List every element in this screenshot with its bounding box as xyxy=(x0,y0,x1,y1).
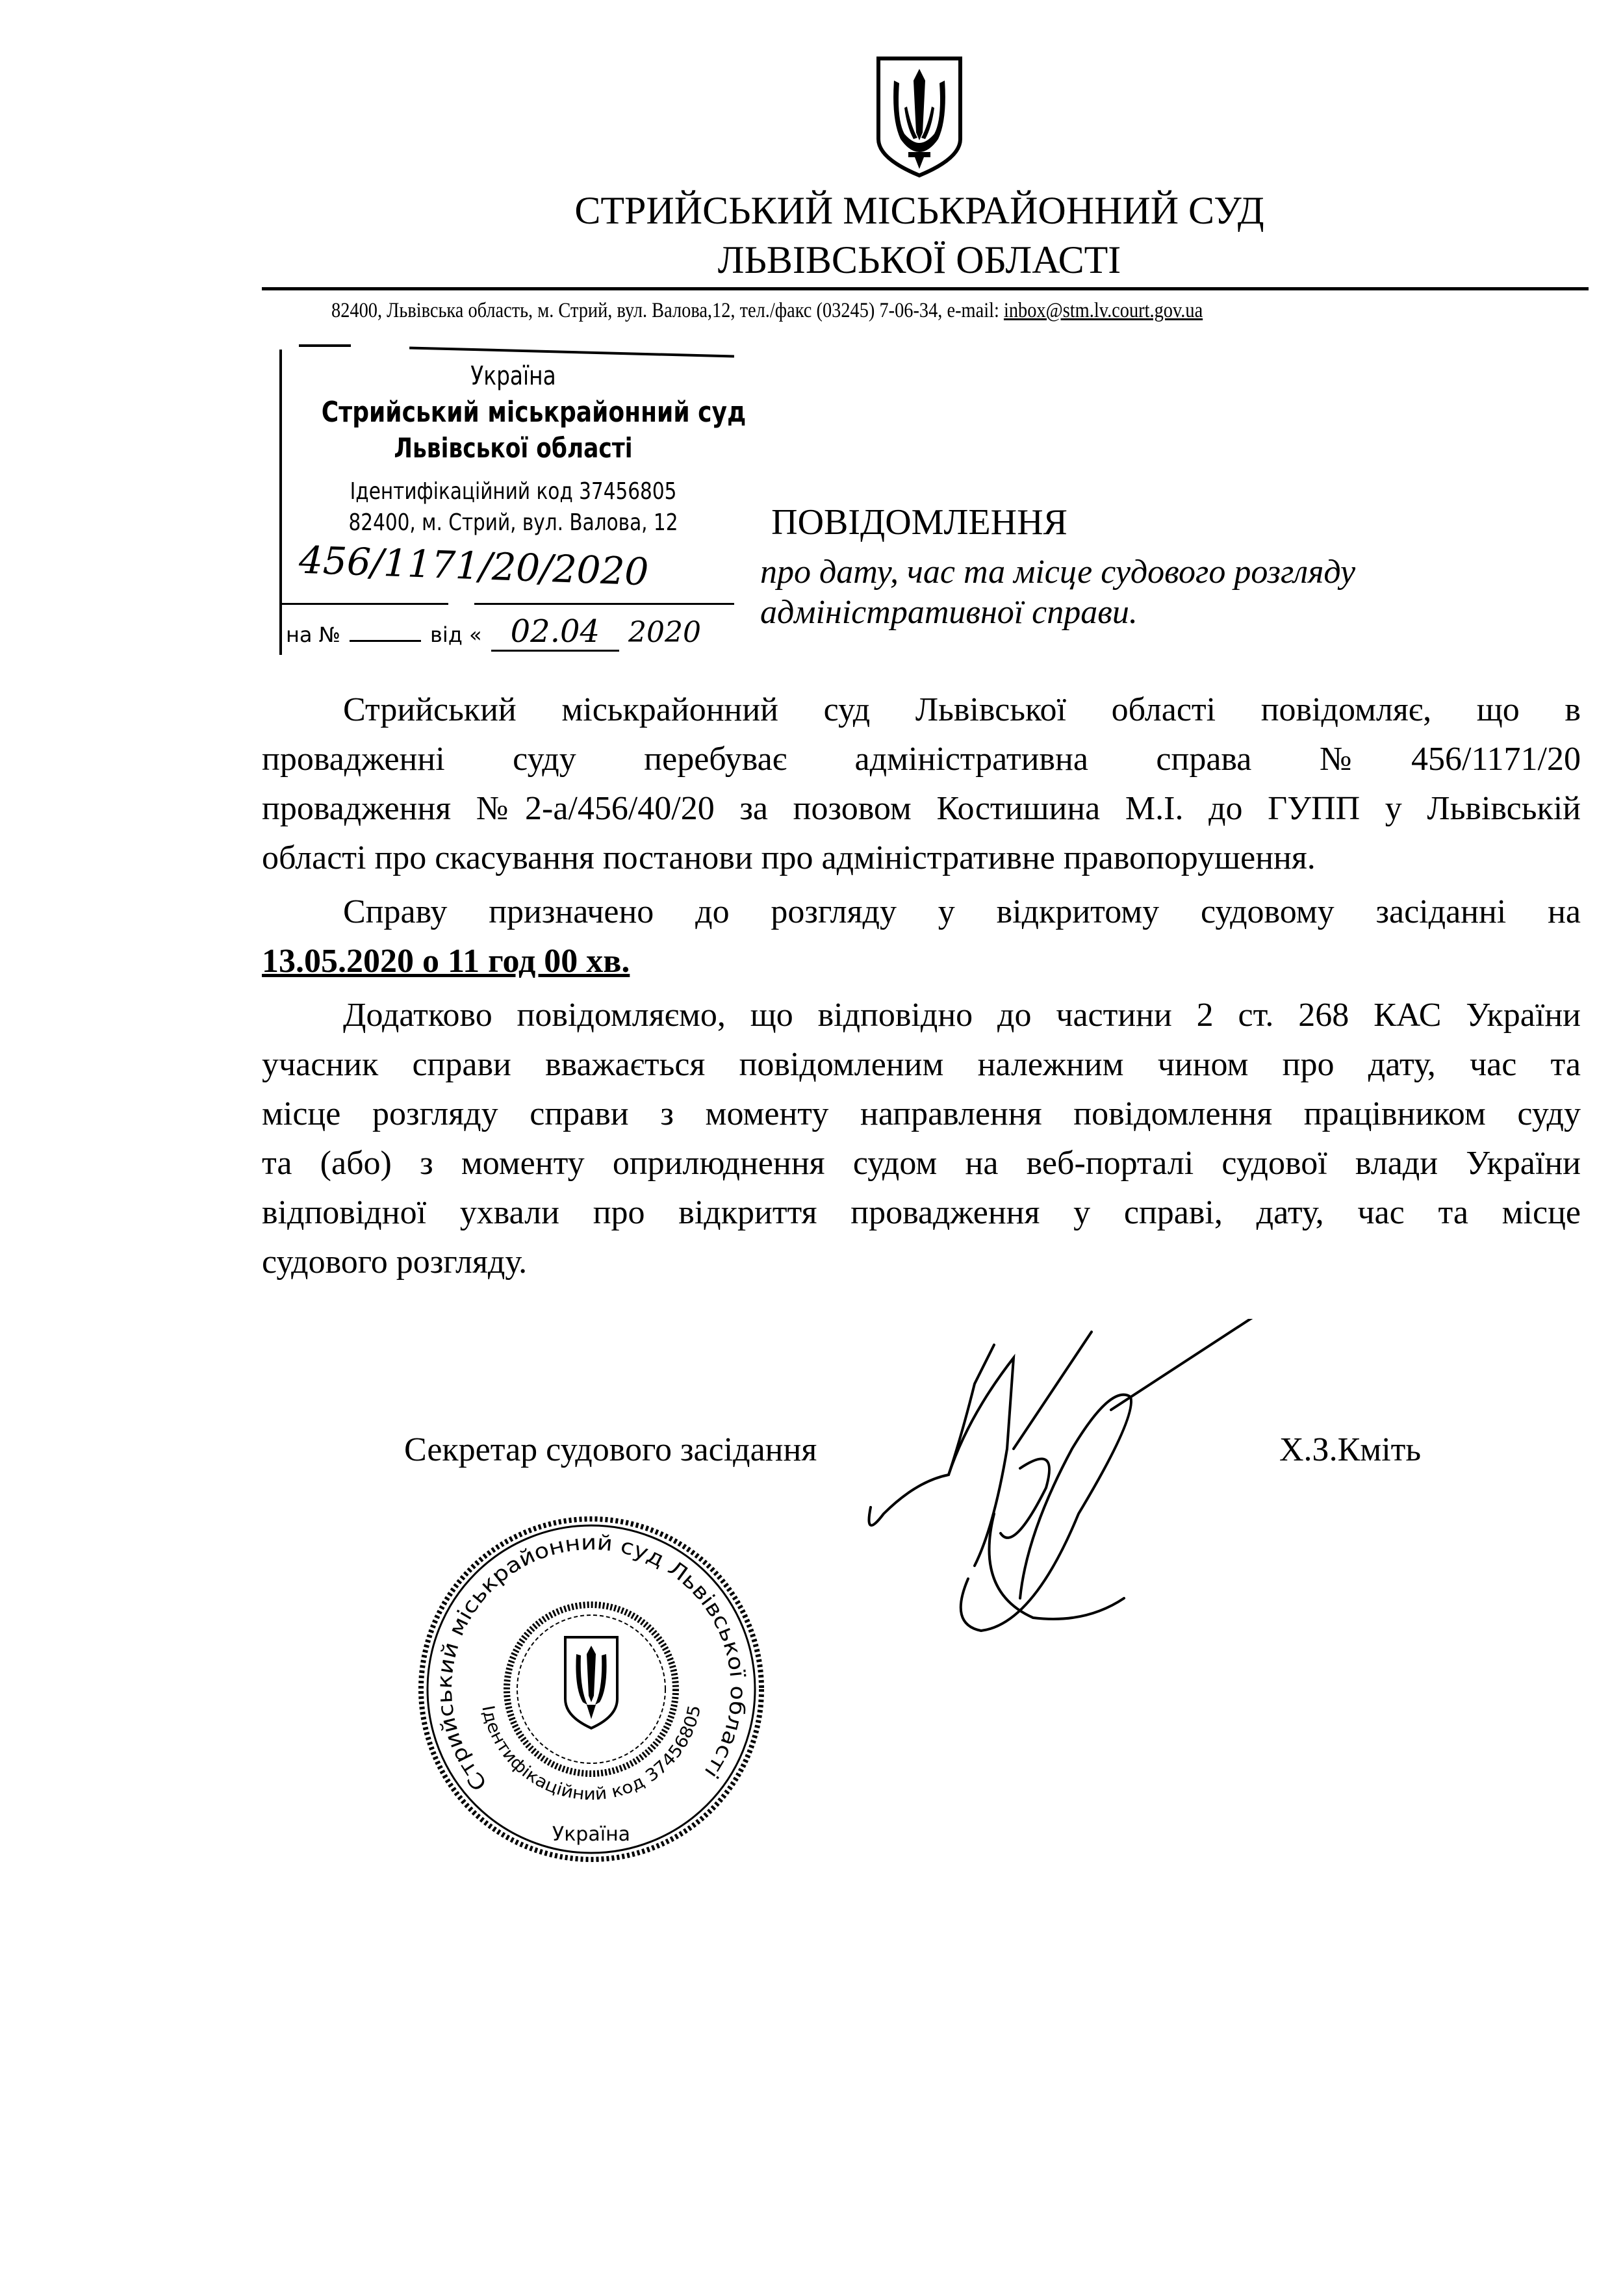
stamp-country: Україна xyxy=(470,361,556,391)
court-name-line1: СТРИЙСЬКИЙ МІСЬКРАЙОННИЙ СУД xyxy=(574,189,1264,232)
seal-bottom-text: Україна xyxy=(552,1823,631,1846)
seal-inner-text: Ідентифікаційний код 37456805 xyxy=(478,1703,705,1805)
text-line: області про скасування постанови про адміністративне правопорушення. xyxy=(262,839,1316,876)
text-line: та (або) з моменту оприлюднення судом на веб-порталі судової влади України xyxy=(262,1145,1581,1182)
text-line: Додатково повідомляємо, що відповідно до частини 2 ст. 268 КАС України xyxy=(343,997,1581,1034)
paragraph-case-info xyxy=(262,685,1581,883)
hearing-datetime: 13.05.2020 о 11 год 00 хв. xyxy=(262,943,630,980)
notice-subtitle: про дату, час та місце судового розгляду адміністративної справи. xyxy=(760,554,1356,631)
notice-heading: ПОВІДОМЛЕННЯ xyxy=(771,502,1067,542)
stamp-ref-label: на № xyxy=(286,622,340,647)
address-text: 82400, Львівська область, м. Стрий, вул. Валова,12, тел./факс (03245) 7-06-34, e-mail: xyxy=(331,299,1004,322)
stamp-border xyxy=(409,346,734,357)
text-line: Справу призначено до розгляду у відкритому судовому засіданні на xyxy=(343,893,1581,930)
stamp-region: Львівської області xyxy=(394,432,633,464)
text-line: провадження №2-а/456/40/20 за позовом Костишина М.І. до ГУПП у Львівській xyxy=(262,790,1581,827)
stamp-rule xyxy=(279,603,448,605)
stamp-address: 82400, м. Стрий, вул. Валова, 12 xyxy=(348,509,678,536)
court-address xyxy=(331,299,1203,323)
handwritten-outgoing-number: 456/1171/20/2020 xyxy=(298,537,650,594)
text-line: відповідної ухвали про відкриття провадження у справі, дату, час та місце xyxy=(262,1194,1581,1231)
court-name-line2: ЛЬВІВСЬКОЇ ОБЛАСТІ xyxy=(717,238,1121,281)
stamp-rule xyxy=(474,603,734,605)
email-link[interactable]: inbox@stm.lv.court.gov.ua xyxy=(1003,299,1203,322)
stamp-ref-blank xyxy=(350,640,421,642)
signer-name: Х.З.Кміть xyxy=(1279,1431,1422,1468)
stamp-year: 2020 xyxy=(628,616,702,649)
header-divider xyxy=(262,287,1589,290)
signer-position: Секретар судового засідання xyxy=(404,1431,817,1468)
handwritten-signature xyxy=(864,1319,1306,1644)
trident-emblem-icon xyxy=(875,55,964,178)
stamp-border xyxy=(299,344,351,347)
text-line: учасник справи вважається повідомленим належним чином про дату, час та xyxy=(262,1046,1581,1083)
handwritten-date: 02.04 xyxy=(491,614,619,652)
paragraph-hearing xyxy=(262,887,1581,986)
text-line: судового розгляду. xyxy=(262,1244,528,1281)
text-line: місце розгляду справи з моменту направлення повідомлення працівником суду xyxy=(262,1095,1581,1132)
text-line: Стрийський міськрайонний суд Львівської області повідомляє, що в xyxy=(343,691,1581,728)
text-line: провадженні суду перебуває адміністративна справа №456/1171/20 xyxy=(262,741,1581,778)
seal-outer-text: Стрийський міськрайонний суд Львівської області xyxy=(431,1529,751,1796)
stamp-id-code: Ідентифікаційний код 37456805 xyxy=(350,478,677,505)
court-seal xyxy=(416,1514,767,1865)
stamp-date-label: від « xyxy=(429,622,482,647)
seal-trident-icon xyxy=(565,1637,617,1728)
paragraph-notification-terms xyxy=(262,991,1581,1287)
stamp-court-name: Стрийський міськрайонний суд xyxy=(321,396,747,429)
